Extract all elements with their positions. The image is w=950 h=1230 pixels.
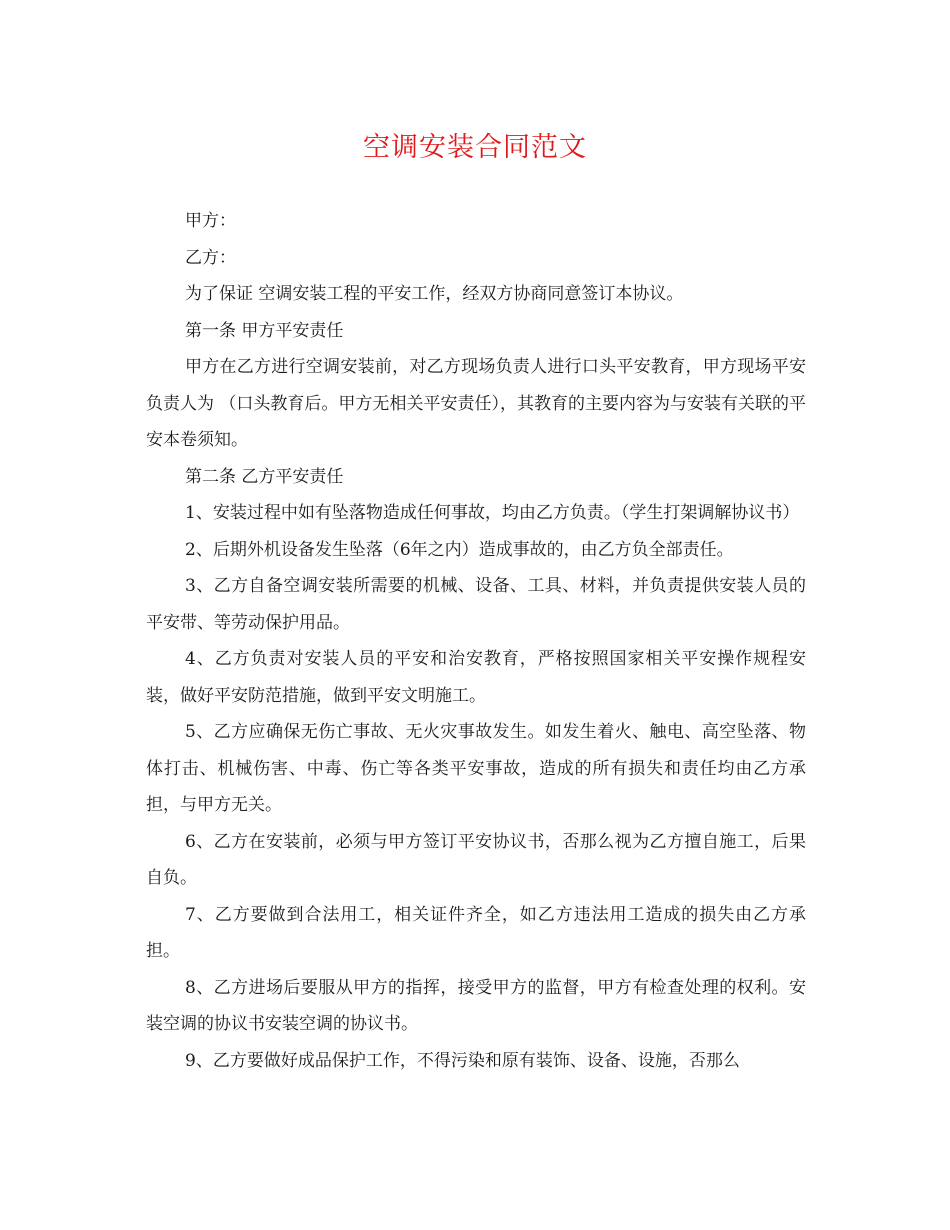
section-heading-article-2: 第二条 乙方平安责任 <box>185 466 344 487</box>
document-body <box>146 203 806 1079</box>
clause-7: 7、乙方要做到合法用工，相关证件齐全，如乙方违法用工造成的损失由乙方承担。 <box>146 904 806 961</box>
clause-9: 9、乙方要做好成品保护工作，不得污染和原有装饰、设备、设施，否那么 <box>185 1050 740 1071</box>
clause-1: 1、安装过程中如有坠落物造成任何事故，均由乙方负责。（学生打架调解协议书） <box>185 503 800 523</box>
clause-6: 6、乙方在安装前，必须与甲方签订平安协议书，否那么视为乙方擅自施工，后果自负。 <box>146 831 806 888</box>
paragraph-intro: 为了保证 空调安装工程的平安工作，经双方协商同意签订本协议。 <box>185 284 684 304</box>
clause-5: 5、乙方应确保无伤亡事故、无火灾事故发生。如发生着火、触电、高空坠落、物体打击、机械伤害、中毒、伤亡等各类平安事故，造成的所有损失和责任均由乙方承担，与甲方无关。 <box>146 722 806 815</box>
section-heading-article-1: 第一条 甲方平安责任 <box>185 320 344 341</box>
paragraph-party-a: 甲方： <box>185 211 236 231</box>
clause-3: 3、乙方自备空调安装所需要的机械、设备、工具、材料，并负责提供安装人员的平安带、等劳动保护用品。 <box>146 576 806 633</box>
clause-2: 2、后期外机设备发生坠落（6年之内）造成事故的，由乙方负全部责任。 <box>185 539 734 560</box>
document-title: 空调安装合同范文 <box>363 132 587 163</box>
clause-4: 4、乙方负责对安装人员的平安和治安教育，严格按照国家相关平安操作规程安装，做好平安防范措施，做到平安文明施工。 <box>146 649 806 706</box>
paragraph-party-b: 乙方： <box>185 247 236 268</box>
clause-8: 8、乙方进场后要服从甲方的指挥，接受甲方的监督，甲方有检查处理的权利。安装空调的协议书安装空调的协议书。 <box>146 977 806 1034</box>
paragraph-article-1: 甲方在乙方进行空调安装前，对乙方现场负责人进行口头平安教育，甲方现场平安负责人为 （口头教育后。甲方无相关平安责任），其教育的主要内容为与安装有关联的平安本卷须知。 <box>146 357 806 450</box>
